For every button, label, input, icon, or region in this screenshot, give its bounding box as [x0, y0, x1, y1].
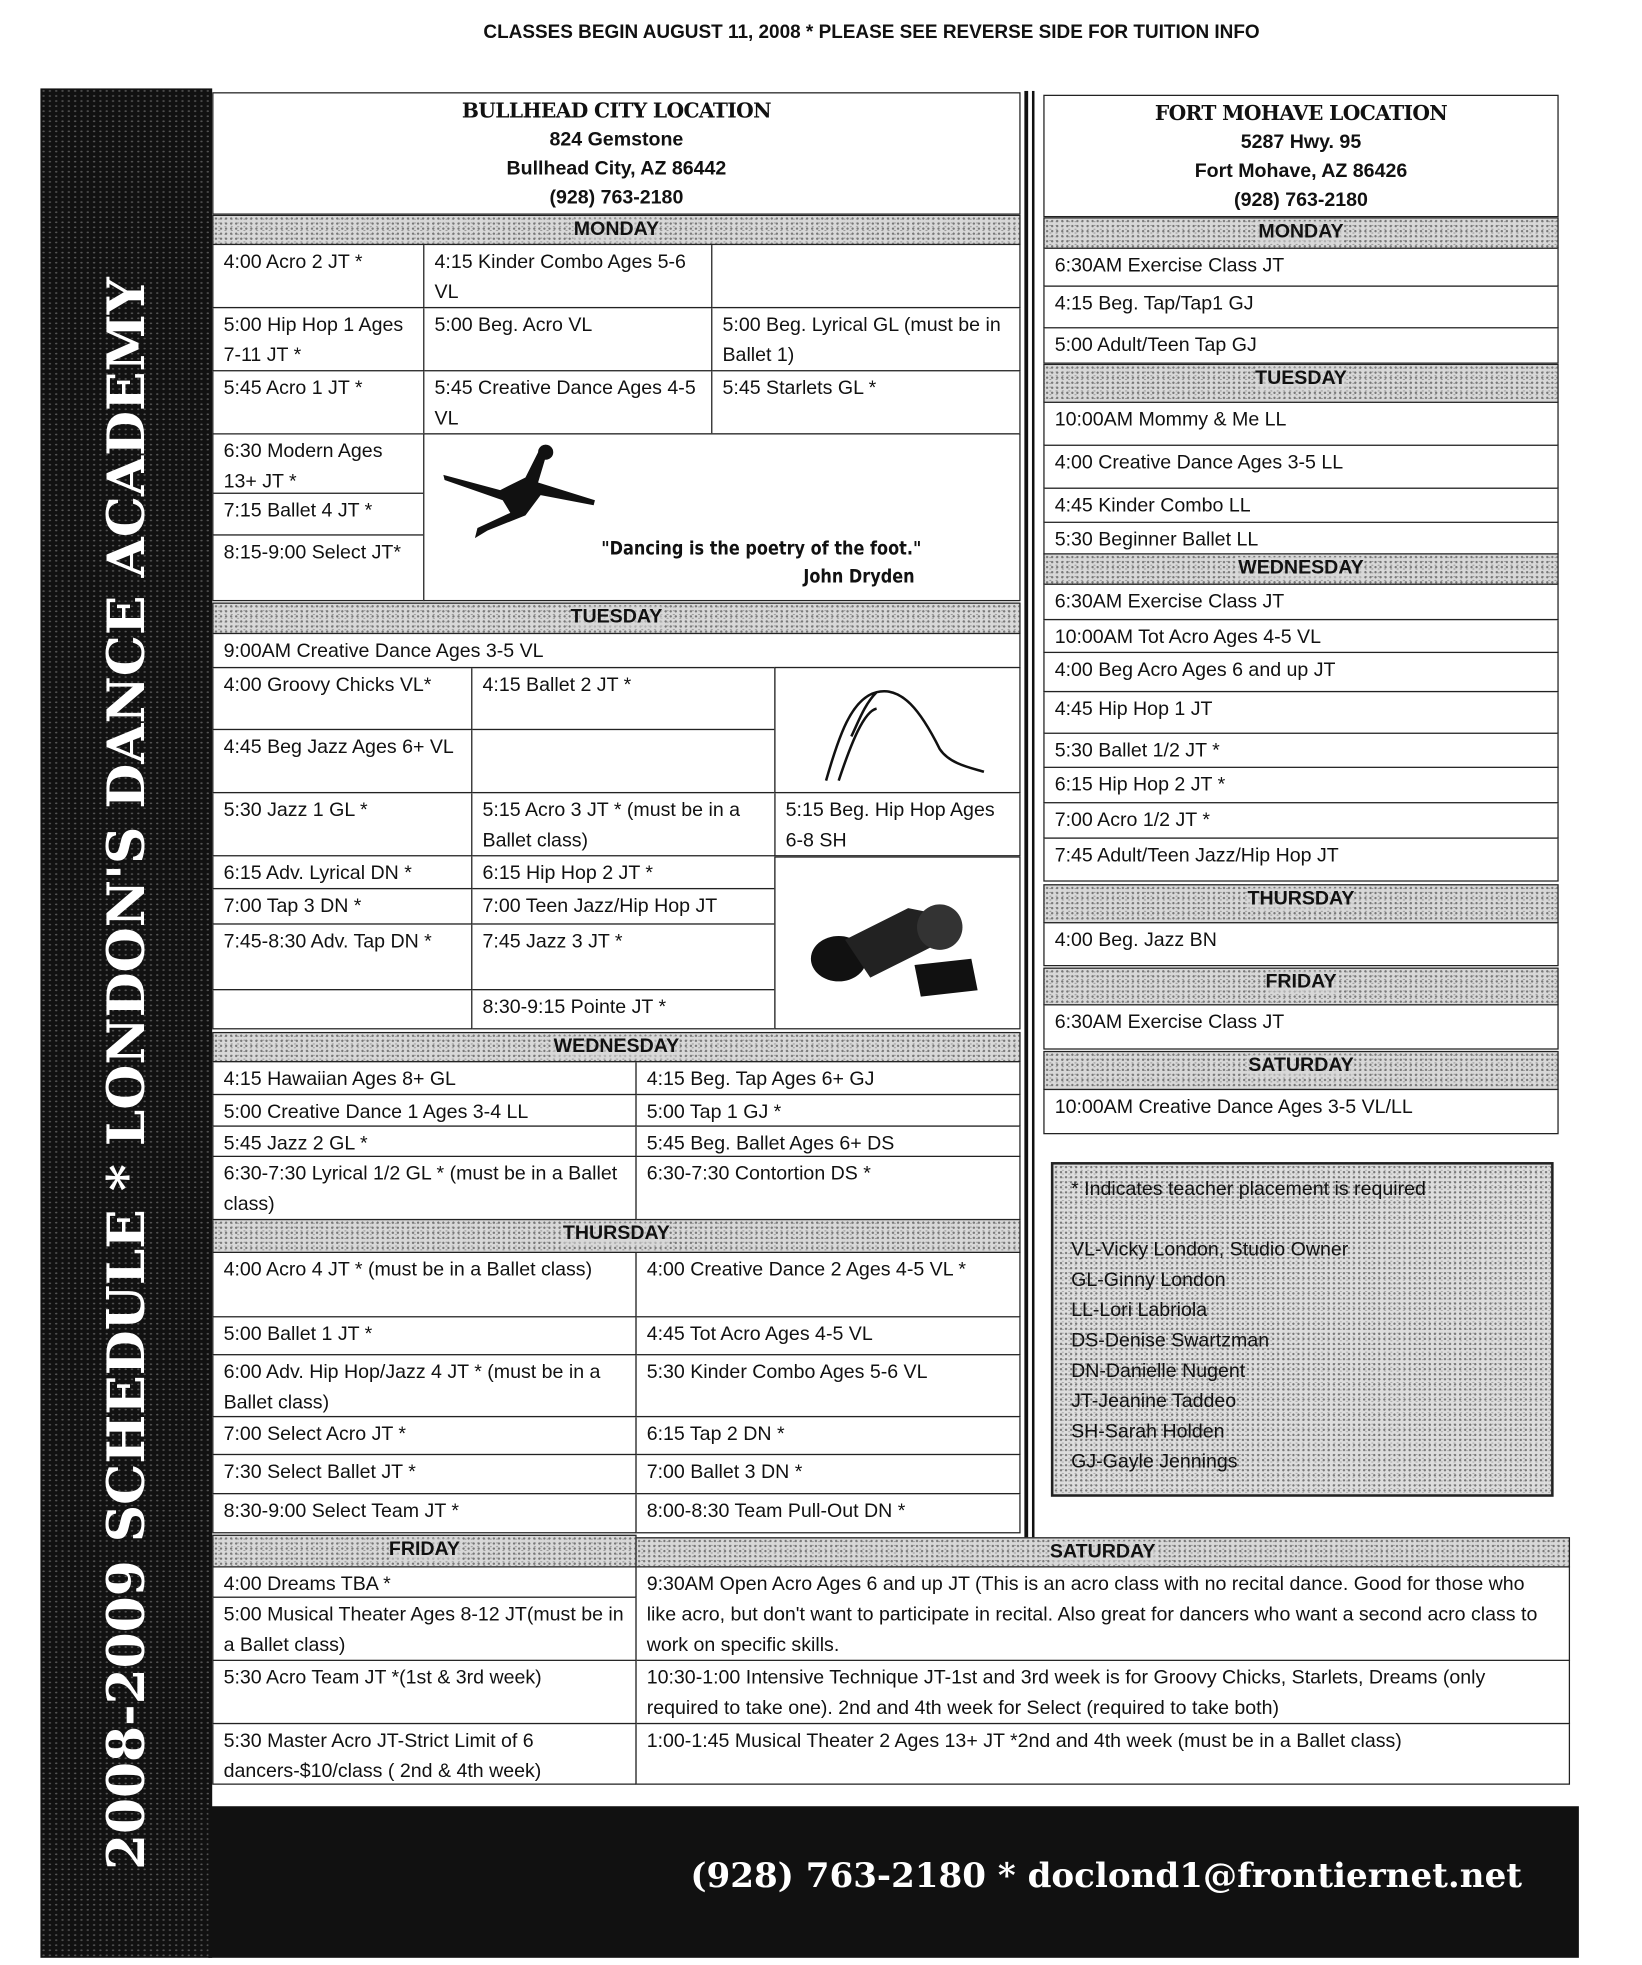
day-bar-monday: [212, 215, 1020, 245]
class-cell: 8:15-9:00 Select JT*: [212, 534, 424, 601]
class-cell: 5:30 Acro Team JT *(1st & 3rd week): [212, 1660, 636, 1724]
class-cell: 4:00 Beg. Jazz BN: [1043, 922, 1558, 966]
class-cell: 9:30AM Open Acro Ages 6 and up JT (This is an acro class with no recital dance. Good for those who like acro, but don't want to participate in recital. Also great for dancers who want a second acro class to work on specific skills.: [635, 1566, 1570, 1661]
empty-cell: [711, 244, 1020, 308]
class-cell: 4:00 Acro 4 JT * (must be in a Ballet class): [212, 1252, 636, 1318]
leaping-dancer-icon: [437, 440, 601, 541]
empty-cell: [212, 989, 472, 1029]
legend-box: [1051, 1162, 1554, 1497]
tap-shoes-icon: [794, 889, 996, 1003]
dance-shoes-panel: [774, 856, 1020, 1029]
mohave-day-bar-wednesday: [1043, 553, 1558, 585]
class-cell: 5:45 Beg. Ballet Ages 6+ DS: [635, 1125, 1020, 1157]
day-label: WEDNESDAY: [1238, 557, 1364, 579]
class-cell: 1:00-1:45 Musical Theater 2 Ages 13+ JT *2nd and 4th week (must be in a Ballet class): [635, 1723, 1570, 1785]
day-bar-thursday: [212, 1219, 1020, 1253]
class-cell: 10:00AM Mommy & Me LL: [1043, 402, 1558, 446]
day-label: FRIDAY: [388, 1538, 460, 1560]
class-cell: 4:15 Kinder Combo Ages 5-6 VL: [423, 244, 712, 308]
teacher-entry: GL-Ginny London: [1071, 1269, 1226, 1291]
class-cell: 10:00AM Tot Acro Ages 4-5 VL: [1043, 619, 1558, 653]
class-cell: 5:30 Jazz 1 GL *: [212, 792, 472, 856]
class-cell: 8:30-9:00 Select Team JT *: [212, 1493, 636, 1533]
class-cell: 5:45 Acro 1 JT *: [212, 370, 424, 434]
class-cell: 6:15 Tap 2 DN *: [635, 1416, 1020, 1455]
mohave-day-bar-monday: [1043, 217, 1558, 249]
class-cell: 6:30-7:30 Lyrical 1/2 GL * (must be in a Ballet class): [212, 1156, 636, 1220]
sidebar-title: 2008-2009 SCHEDULE * LONDON'S DANCE ACADEMY: [95, 277, 157, 1871]
day-bar-saturday: [635, 1537, 1570, 1567]
class-cell: 6:15 Adv. Lyrical DN *: [212, 855, 472, 889]
class-cell: 7:00 Tap 3 DN *: [212, 888, 472, 925]
class-cell: 6:30AM Exercise Class JT: [1043, 1004, 1558, 1049]
day-label: MONDAY: [573, 218, 660, 240]
mohave-day-bar-saturday: [1043, 1051, 1558, 1090]
day-bar-tuesday: [212, 602, 1020, 634]
class-cell: 9:00AM Creative Dance Ages 3-5 VL: [212, 633, 1020, 668]
class-cell: 7:00 Teen Jazz/Hip Hop JT: [471, 888, 775, 925]
day-label: THURSDAY: [1247, 887, 1355, 910]
class-cell: 4:45 Tot Acro Ages 4-5 VL: [635, 1316, 1020, 1355]
class-cell: 7:45-8:30 Adv. Tap DN *: [212, 923, 472, 990]
mohave-day-bar-tuesday: [1043, 364, 1558, 403]
class-cell: 6:30-7:30 Contortion DS *: [635, 1156, 1020, 1220]
teacher-entry: LL-Lori Labriola: [1071, 1299, 1208, 1322]
day-label: FRIDAY: [1265, 971, 1337, 993]
bullhead-address: 824 Gemstone: [549, 128, 684, 151]
bullhead-title: BULLHEAD CITY LOCATION: [461, 98, 771, 123]
class-cell: 5:00 Ballet 1 JT *: [212, 1316, 636, 1355]
contact-info: (928) 763-2180 * doclond1@frontiernet.net: [690, 1856, 1523, 1896]
day-label: SATURDAY: [1248, 1054, 1354, 1077]
class-cell: 7:00 Select Acro JT *: [212, 1416, 636, 1455]
class-cell: 7:00 Acro 1/2 JT *: [1043, 802, 1558, 839]
day-label: WEDNESDAY: [553, 1035, 680, 1058]
class-cell: 7:45 Jazz 3 JT *: [471, 923, 775, 990]
class-cell: 7:15 Ballet 4 JT *: [212, 493, 424, 536]
class-cell: 5:15 Acro 3 JT * (must be in a Ballet class): [471, 792, 775, 856]
class-cell: 5:30 Kinder Combo Ages 5-6 VL: [635, 1354, 1020, 1417]
class-cell: 8:00-8:30 Team Pull-Out DN *: [635, 1493, 1020, 1533]
class-cell: 4:45 Kinder Combo LL: [1043, 488, 1558, 523]
class-cell: 5:00 Beg. Acro VL: [423, 307, 712, 371]
class-cell: 4:00 Beg Acro Ages 6 and up JT: [1043, 652, 1558, 692]
class-cell: 5:00 Tap 1 GJ *: [635, 1094, 1020, 1127]
class-cell: 7:30 Select Ballet JT *: [212, 1454, 636, 1494]
quote-author: John Dryden: [803, 564, 915, 588]
class-cell: 4:00 Groovy Chicks VL*: [212, 667, 472, 730]
dancer-quote-panel: [423, 433, 1020, 601]
class-cell: 6:30 Modern Ages 13+ JT *: [212, 433, 424, 494]
mohave-title: FORT MOHAVE LOCATION: [1154, 101, 1448, 126]
empty-cell: [471, 729, 775, 793]
class-cell: 5:30 Master Acro JT-Strict Limit of 6 dancers-$10/class ( 2nd & 4th week): [212, 1723, 636, 1785]
teacher-list: [1071, 1235, 1533, 1478]
class-cell: 5:00 Creative Dance 1 Ages 3-4 LL: [212, 1094, 636, 1127]
bullhead-header: [212, 92, 1020, 215]
bending-dancer-panel: [774, 667, 1020, 793]
class-cell: 4:00 Acro 2 JT *: [212, 244, 424, 308]
class-cell: 5:45 Jazz 2 GL *: [212, 1125, 636, 1157]
class-cell: 4:15 Beg. Tap/Tap1 GJ: [1043, 285, 1558, 328]
class-cell: 4:15 Ballet 2 JT *: [471, 667, 775, 730]
day-label: TUESDAY: [1255, 367, 1347, 390]
class-cell: 4:00 Creative Dance Ages 3-5 LL: [1043, 445, 1558, 489]
class-cell: 5:45 Starlets GL *: [711, 370, 1020, 434]
bullhead-city: Bullhead City, AZ 86442: [506, 157, 727, 180]
class-cell: 5:00 Hip Hop 1 Ages 7-11 JT *: [212, 307, 424, 371]
class-cell: 7:45 Adult/Teen Jazz/Hip Hop JT: [1043, 837, 1558, 881]
day-bar-friday: [212, 1535, 636, 1568]
class-cell: 7:00 Ballet 3 DN *: [635, 1454, 1020, 1494]
class-cell: 10:00AM Creative Dance Ages 3-5 VL/LL: [1043, 1089, 1558, 1134]
class-cell: 5:30 Ballet 1/2 JT *: [1043, 733, 1558, 768]
class-cell: 5:15 Beg. Hip Hop Ages 6-8 SH: [774, 792, 1020, 856]
mohave-day-bar-friday: [1043, 968, 1558, 1006]
teacher-entry: GJ-Gayle Jennings: [1071, 1451, 1238, 1473]
class-cell: 4:45 Hip Hop 1 JT: [1043, 691, 1558, 734]
mohave-phone: (928) 763-2180: [1234, 189, 1368, 211]
day-label: TUESDAY: [570, 606, 663, 628]
class-cell: 5:00 Musical Theater Ages 8-12 JT(must be in a Ballet class): [212, 1597, 636, 1661]
day-label: SATURDAY: [1049, 1540, 1156, 1563]
bullhead-phone: (928) 763-2180: [549, 186, 684, 209]
class-cell: 4:45 Beg Jazz Ages 6+ VL: [212, 729, 472, 793]
teacher-entry: DN-Danielle Nugent: [1071, 1360, 1246, 1382]
class-cell: 5:30 Beginner Ballet LL: [1043, 522, 1558, 555]
class-cell: 6:00 Adv. Hip Hop/Jazz 4 JT * (must be in a Ballet class): [212, 1354, 636, 1417]
mohave-city: Fort Mohave, AZ 86426: [1194, 160, 1408, 182]
day-label: MONDAY: [1258, 221, 1344, 243]
legend-note: * Indicates teacher placement is required: [1071, 1178, 1426, 1200]
day-bar-wednesday: [212, 1032, 1020, 1062]
class-cell: 8:30-9:15 Pointe JT *: [471, 989, 775, 1029]
class-cell: 4:00 Creative Dance 2 Ages 4-5 VL *: [635, 1252, 1020, 1318]
day-label: THURSDAY: [562, 1222, 670, 1245]
class-cell: 4:15 Beg. Tap Ages 6+ GJ: [635, 1061, 1020, 1095]
teacher-entry: VL-Vicky London, Studio Owner: [1071, 1239, 1349, 1261]
contact-footer: [208, 1806, 1578, 1958]
class-cell: 4:00 Dreams TBA *: [212, 1566, 636, 1598]
class-cell: 6:15 Hip Hop 2 JT *: [1043, 767, 1558, 804]
class-cell: 5:00 Adult/Teen Tap GJ: [1043, 327, 1558, 364]
bending-dancer-icon: [801, 673, 990, 787]
teacher-entry: SH-Sarah Holden: [1071, 1420, 1225, 1443]
quote-text: "Dancing is the poetry of the foot.": [601, 536, 922, 560]
class-cell: 6:30AM Exercise Class JT: [1043, 584, 1558, 621]
mohave-header: [1043, 95, 1558, 218]
sidebar-banner: [40, 88, 212, 1957]
location-divider: [1024, 91, 1034, 1537]
mohave-day-bar-thursday: [1043, 884, 1558, 923]
teacher-entry: JT-Jeanine Taddeo: [1071, 1390, 1237, 1413]
teacher-entry: DS-Denise Swartzman: [1071, 1330, 1270, 1352]
class-cell: 5:00 Beg. Lyrical GL (must be in Ballet 1): [711, 307, 1020, 371]
class-cell: 10:30-1:00 Intensive Technique JT-1st and 3rd week is for Groovy Chicks, Starlets, Dreams (only required to take one). 2nd and 4th week for Select (required to take both): [635, 1660, 1570, 1724]
tuition-notice: CLASSES BEGIN AUGUST 11, 2008 * PLEASE SEE REVERSE SIDE FOR TUITION INFO: [483, 21, 1260, 43]
class-cell: 5:45 Creative Dance Ages 4-5 VL: [423, 370, 712, 434]
class-cell: 6:30AM Exercise Class JT: [1043, 248, 1558, 287]
class-cell: 4:15 Hawaiian Ages 8+ GL: [212, 1061, 636, 1095]
mohave-address: 5287 Hwy. 95: [1240, 131, 1362, 153]
class-cell: 6:15 Hip Hop 2 JT *: [471, 855, 775, 889]
